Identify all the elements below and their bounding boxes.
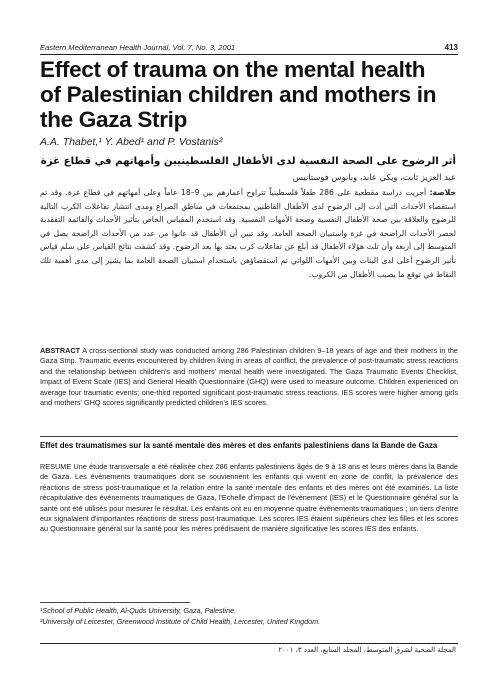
french-abstract-text: Une étude transversale a été réalisée chez 286 enfants palestiniens âgés de 9 à 18 ans et leurs mères dans la Bande de Gaza. Les événements traumatiques dont se souviennent les enfants qui vivent en zone de conflit, la prévalence des réactions de stress post-traumatique et la relation entre la santé mentale des enfants et des mères ont été examinés. La liste récapitulative des événements traumatiques de Gaza, l'Echelle d'impact de l'événement (IES) et le Questionnaire général sur la santé ont été utilisés pour mesurer le résultat. Les enfants ont eu en moyenne quatre événements traumatiques ; un tiers d'entre eux signalaient d'importantes réactions de stress post-traumatique. Les scores IES étaient supérieurs chez les filles et les scores au Questionnaire général sur la santé pour les mères prédisaient de manière significative les scores IES des enfants.: [40, 462, 458, 534]
english-abstract: [40, 346, 458, 408]
arabic-abstract: [40, 186, 456, 281]
arabic-author-list: عبد العزيز ثابت، ويكي عابد، وبانوس فوستانيس: [292, 172, 456, 182]
footnote-affiliation-2: ²University of Leicester, Greenwood Institute of Child Health, Leicester, United Kingdom.: [40, 617, 321, 626]
page-number: 413: [444, 43, 458, 52]
arabic-running-footer: المجلة الصحية لشرق المتوسط، المجلد السابع، العدد ٣، ٢٠٠١: [278, 646, 456, 654]
arabic-abstract-label: خلاصة:: [429, 188, 456, 197]
running-head: [40, 43, 458, 52]
footnotes: [40, 605, 460, 627]
french-abstract-label: RESUME: [40, 462, 72, 471]
arabic-abstract-text: أجريت دراسة مقطعية على 286 طفلاً فلسطينياً تتراوح أعمارهم بين 9–18 عاماً وعلى أمهاتهم في قطاع غزة. وقد تم استقصاء الأحداث التي أدت إلى الرضوح لدى الأطفال القاطنين بمجتمعات في مناطق الصراع ومدى انتشار تفاعلات الكرب التالية للرضوح والعلاقة بين صحة الأطفال النفسية وصحة الأمهات النفسية. وقد استخدم المقياس الخاص بتأثير الأحداث والقائمة التفقدية لحصر الأحداث الراضحة في غزة واستبيان الصحة العامة. وقد تبين أن الأطفال قد عانوا من عدد من الأحداث الراضحة يصل في المتوسط إلى أربعة وأن ثلث هؤلاء الأطفال قد أبلغ عن تفاعلات كرب يعتد بها بعد الرضوح. وقد كشفت نتائج القياس على سلم قياس تأثير الرضوح أعلى لدى البنات وبين الأمهات اللواتي تم استقصاؤهن باستخدام استبيان الصحة العامة بما يشير إلى مدى أهمية تلك النقاط في توقع ما يصيب الأطفال من الكروب.: [40, 188, 456, 279]
french-abstract: [40, 462, 458, 535]
article-title-line-1: Effect of trauma on the mental health: [40, 57, 426, 82]
english-abstract-text: A cross-sectional study was conducted among 286 Palestinian children 9–18 years of age and their mothers in the Gaza Strip. Traumatic events encountered by children living in areas of conflict, the prevalence of post-traumatic stress reactions and the relationship between children's and mothers' mental health were investigated. The Gaza Traumatic Events Checklist, Impact of Event Scale (IES) and General Health Questionnaire (GHQ) were used to measure outcome. Children experienced on average four traumatic events; one-third reported significant post-traumatic stress reactions. IES scores were higher among girls and mothers' GHQ scores significantly predicted children's IES scores.: [40, 346, 458, 408]
author-list: A.A. Thabet,¹ Y. Abed¹ and P. Vostanis²: [40, 136, 223, 148]
footnote-affiliation-1: ¹School of Public Health, Al-Quds University, Gaza, Palestine.: [40, 606, 237, 615]
article-title-line-2: of Palestinian children and mothers in: [40, 82, 437, 107]
journal-citation: Eastern Mediterranean Health Journal, Vol. 7, No. 3, 2001: [40, 43, 236, 52]
article-title: [40, 57, 460, 132]
french-title: Effet des traumatismes sur la santé mentale des mères et des enfants palestiniens dans la Bande de Gaza: [40, 441, 438, 450]
english-abstract-label: ABSTRACT: [40, 346, 81, 355]
article-title-line-3: the Gaza Strip: [40, 107, 188, 132]
arabic-title: أثر الرضوح على الصحة النفسية لدى الأطفال الفلسطينيين وأمهاتهم في قطاع غزة: [40, 156, 456, 167]
section-rule: [40, 436, 458, 437]
footer-rule: [40, 643, 458, 644]
footnote-rule: [40, 602, 190, 603]
header-rule: [40, 54, 458, 55]
